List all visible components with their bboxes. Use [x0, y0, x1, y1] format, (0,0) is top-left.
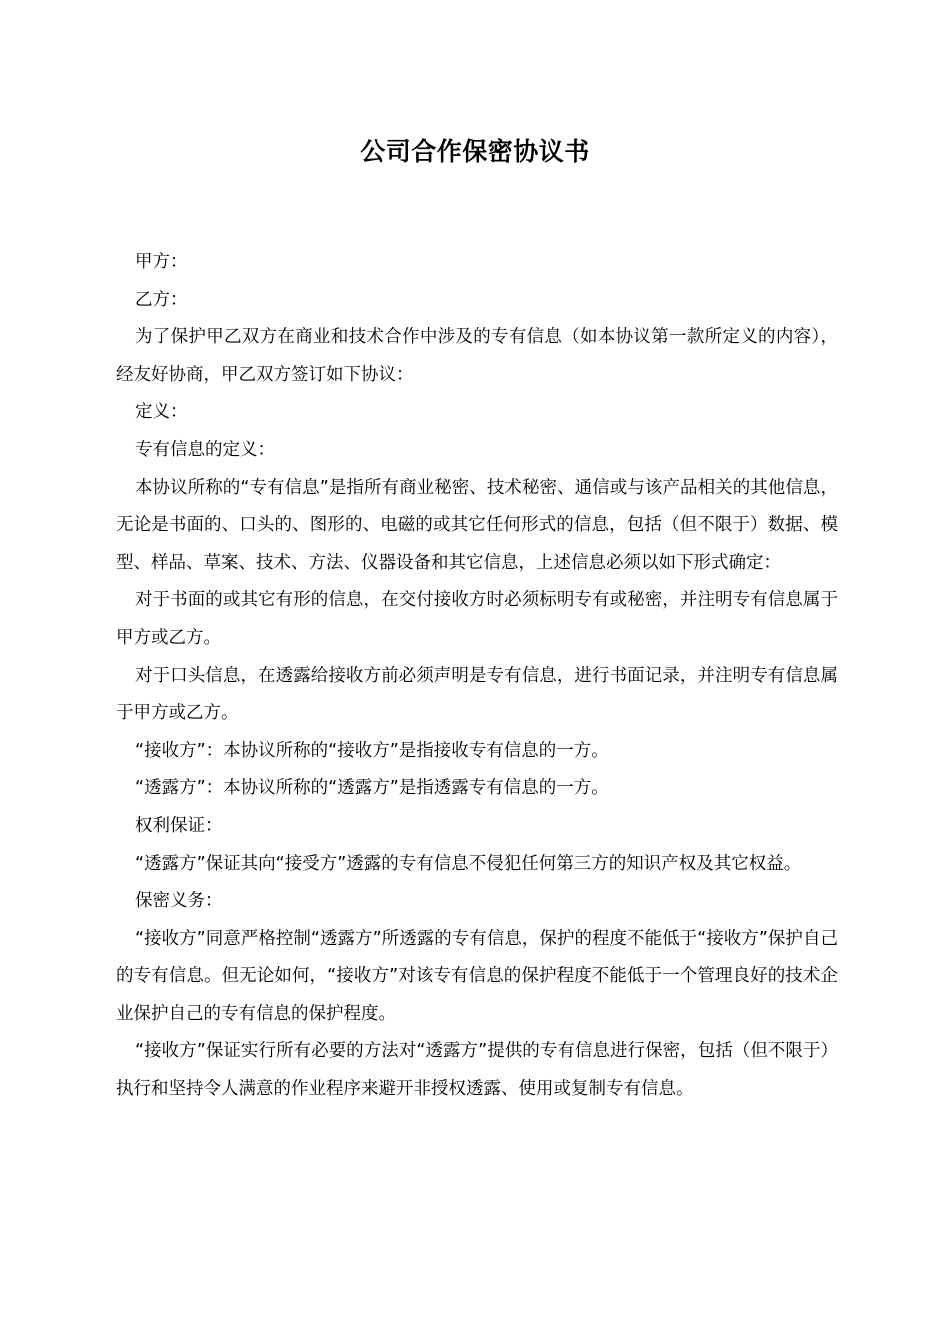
party-b-line: 乙方： [135, 289, 188, 310]
warranty-heading: 权利保证： [135, 815, 223, 836]
preamble-paragraph: 为了保护甲乙双方在商业和技术合作中涉及的专有信息（如本协议第一款所定义的内容），经友好协商，甲乙双方签订如下协议： [116, 327, 838, 385]
discloser-definition: “透露方”：本协议所称的“透露方”是指透露专有信息的一方。 [135, 778, 609, 799]
written-info-paragraph: 对于书面的或其它有形的信息，在交付接收方时必须标明专有或秘密，并注明专有信息属于甲方或乙方。 [116, 590, 838, 648]
document-body [116, 244, 838, 1109]
confidentiality-paragraph-2: “接收方”保证实行所有必要的方法对“透露方”提供的专有信息进行保密，包括（但不限于）执行和坚持令人满意的作业程序来避开非授权透露、使用或复制专有信息。 [116, 1041, 838, 1100]
definitions-heading: 定义： [135, 402, 188, 423]
confidentiality-paragraph-1: “接收方”同意严格控制“透露方”所透露的专有信息，保护的程度不能低于“接收方”保护自己的专有信息。但无论如何，“接收方”对该专有信息的保护程度不能低于一个管理良好的技术企业保护自己的专有信息的保护程度。 [116, 928, 838, 1024]
confidentiality-heading: 保密义务： [135, 891, 223, 912]
warranty-paragraph: “透露方”保证其向“接受方”透露的专有信息不侵犯任何第三方的知识产权及其它权益。 [135, 853, 802, 874]
oral-info-paragraph: 对于口头信息，在透露给接收方前必须声明是专有信息，进行书面记录，并注明专有信息属于甲方或乙方。 [116, 665, 838, 724]
proprietary-info-heading: 专有信息的定义： [135, 439, 275, 460]
proprietary-info-definition: 本协议所称的“专有信息”是指所有商业秘密、技术秘密、通信或与该产品相关的其他信息，无论是书面的、口头的、图形的、电磁的或其它任何形式的信息，包括（但不限于）数据、模型、样品、草案、技术、方法、仪器设备和其它信息，上述信息必须以如下形式确定： [116, 477, 838, 573]
receiver-definition: “接收方”：本协议所称的“接收方”是指接收专有信息的一方。 [135, 740, 609, 761]
document-title: 公司合作保密协议书 [360, 137, 590, 166]
party-a-line: 甲方： [135, 252, 188, 272]
